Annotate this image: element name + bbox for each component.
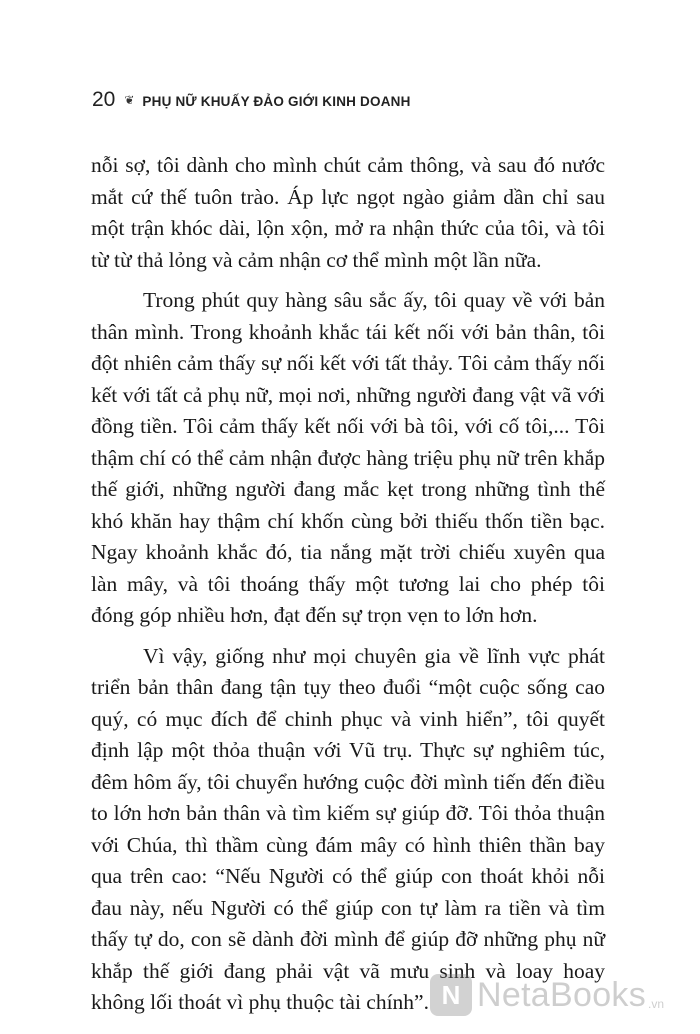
page-body <box>91 150 605 1028</box>
leaf-ornament-icon: ❦ <box>124 93 135 107</box>
watermark-tld: .vn <box>648 997 665 1011</box>
paragraph-2: Trong phút quy hàng sâu sắc ấy, tôi quay về với bản thân mình. Trong khoảnh khắc tái kết nối với bản thân, tôi đột nhiên cảm thấy sự nối kết với tất thảy. Tôi cảm thấy nối kết với tất cả phụ nữ, mọi nơi, những người đang vật vã với đồng tiền. Tôi cảm thấy kết nối với bà tôi, với cố tôi,... Tôi thậm chí có thể cảm nhận được hàng triệu phụ nữ trên khắp thế giới, những người đang mắc kẹt trong những tình thế khó khăn hay thậm chí khốn cùng bởi thiếu thốn tiền bạc. Ngay khoảnh khắc đó, tia nắng mặt trời chiếu xuyên qua làn mây, và tôi thoáng thấy một tương lai cho phép tôi đóng góp nhiều hơn, đạt đến sự trọn vẹn to lớn hơn. <box>91 288 605 627</box>
paragraph-1: nỗi sợ, tôi dành cho mình chút cảm thông, và sau đó nước mắt cứ thế tuôn trào. Áp lực ngọt ngào giảm dần chỉ sau một trận khóc dài, lộn xộn, mở ra nhận thức của tôi, và tôi từ từ thả lỏng và cảm nhận cơ thể mình một lần nữa. <box>91 153 605 272</box>
paragraph-3: Vì vậy, giống như mọi chuyên gia về lĩnh vực phát triển bản thân đang tận tụy theo đuổi “một cuộc sống cao quý, có mục đích để chinh phục và vinh hiển”, tôi quyết định lập một thỏa thuận với Vũ trụ. Thực sự nghiêm túc, đêm hôm ấy, tôi chuyển hướng cuộc đời mình tiến đến điều to lớn hơn bản thân và tìm kiếm sự giúp đỡ. Tôi thỏa thuận với Chúa, thì thầm cùng đám mây có hình thiên thần bay qua trên cao: “Nếu Người có thể giúp con thoát khỏi nỗi đau này, nếu Người có thể giúp con tự làm ra tiền và tìm thấy tự do, con sẽ dành đời mình để giúp đỡ những phụ nữ khắp thế giới đang phải vật vã mưu sinh và loay hoay không lối thoát vì phụ thuộc tài chính”. <box>91 643 605 1014</box>
watermark-text: NetaBooks <box>477 975 647 1014</box>
running-header <box>92 88 411 112</box>
netabooks-logo-icon: N <box>430 974 472 1016</box>
running-title: PHỤ NỮ KHUẤY ĐẢO GIỚI KINH DOANH <box>142 94 411 109</box>
page-number: 20 <box>92 88 116 111</box>
watermark <box>430 974 664 1016</box>
